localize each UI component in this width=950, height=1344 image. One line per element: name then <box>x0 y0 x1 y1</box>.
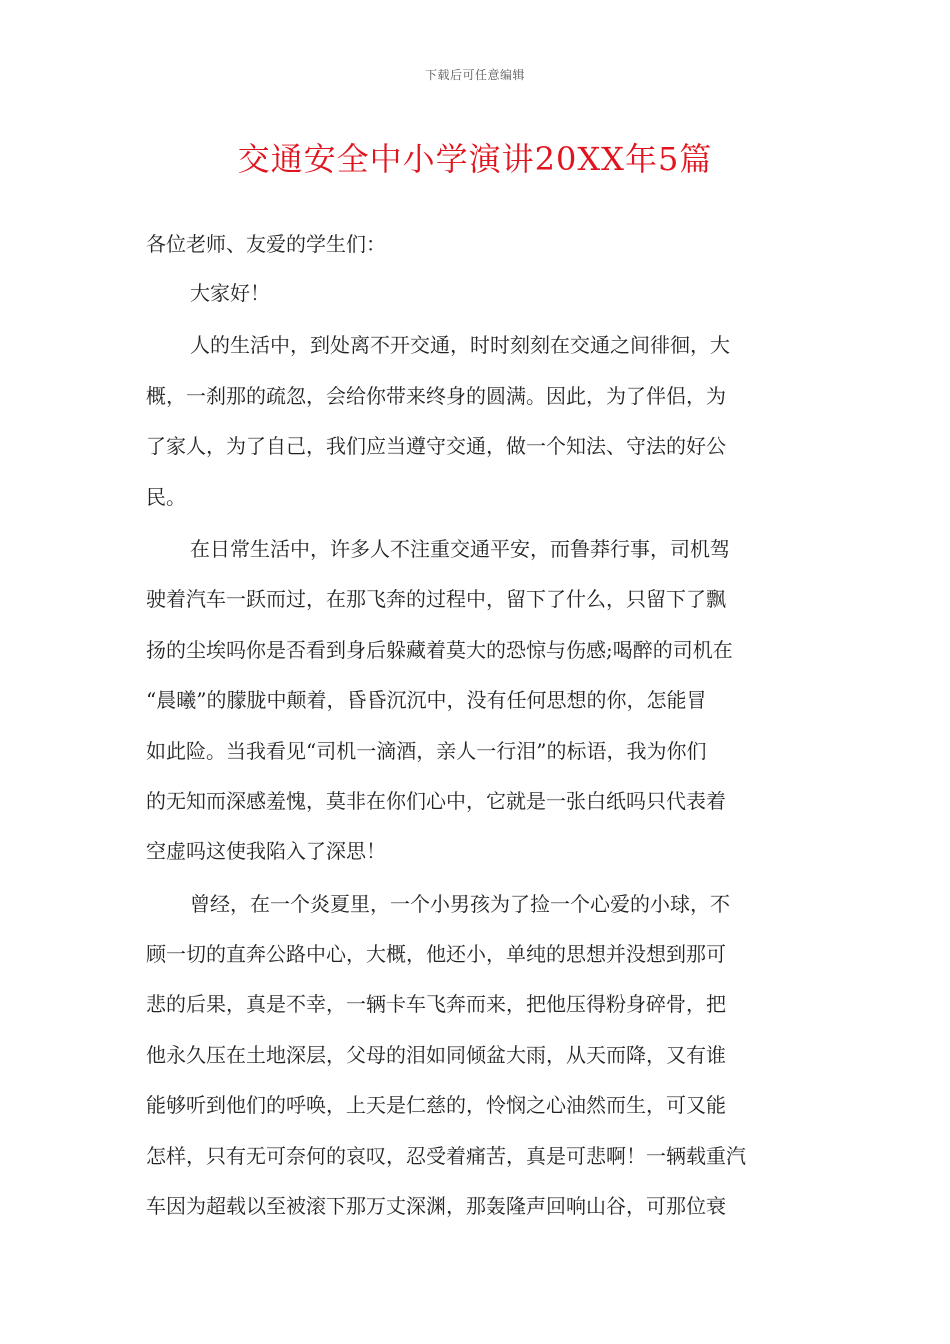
paragraph-line: 曾经，在一个炎夏里，一个小男孩为了捡一个心爱的小球，不 <box>190 891 730 916</box>
paragraph-line: 车因为超载以至被滚下那万丈深渊，那轰隆声回响山谷，可那位衰 <box>146 1194 726 1219</box>
paragraph-line: 顾一切的直奔公路中心，大概，他还小，单纯的思想并没想到那可 <box>146 942 726 967</box>
paragraph-line: 悲的后果，真是不幸，一辆卡车飞奔而来，把他压得粉身碎骨，把 <box>146 992 726 1017</box>
salutation: 各位老师、友爱的学生们： <box>146 232 386 256</box>
paragraph-line: 概，一刹那的疏忽，会给你带来终身的圆满。因此，为了伴侣，为 <box>146 383 726 408</box>
paragraph-line: 民。 <box>146 484 186 509</box>
paragraph-line: 怎样，只有无可奈何的哀叹，忍受着痛苦，真是可悲啊！一辆载重汽 <box>146 1143 746 1168</box>
paragraph-line: 的无知而深感羞愧，莫非在你们心中，它就是一张白纸吗只代表着 <box>146 788 726 813</box>
paragraph-line: 在日常生活中，许多人不注重交通平安，而鲁莽行事，司机驾 <box>190 536 730 561</box>
paragraph-line: 驶着汽车一跃而过，在那飞奔的过程中，留下了什么，只留下了飘 <box>146 587 726 612</box>
paragraph-line: 如此险。当我看见“司机一滴酒，亲人一行泪”的标语，我为你们 <box>146 738 707 763</box>
paragraph-line: 能够听到他们的呼唤，上天是仁慈的，怜悯之心油然而生，可又能 <box>146 1093 726 1118</box>
paragraph-line: 大家好！ <box>190 281 270 305</box>
paragraph-line: 人的生活中，到处离不开交通，时时刻刻在交通之间徘徊，大 <box>190 333 730 358</box>
paragraph-line: 扬的尘埃吗你是否看到身后躲藏着莫大的恐惊与伤感;喝醉的司机在 <box>146 637 733 662</box>
paragraph-story <box>146 888 806 1241</box>
paragraph-line: 他永久压在土地深层，父母的泪如同倾盆大雨，从天而降，又有谁 <box>146 1042 726 1067</box>
document-title: 交通安全中小学演讲20XX年5篇 <box>237 140 713 178</box>
paragraph-daily-life <box>146 533 806 886</box>
paragraph-line: 了家人，为了自己，我们应当遵守交通，做一个知法、守法的好公 <box>146 434 726 459</box>
paragraph-greeting <box>146 277 806 327</box>
paragraph-intro <box>146 329 806 531</box>
paragraph-line: “晨曦”的朦胧中颠着，昏昏沉沉中，没有任何思想的你，怎能冒 <box>146 688 707 713</box>
page-header-note: 下载后可任意编辑 <box>424 68 525 82</box>
document-body <box>146 277 806 1242</box>
paragraph-line: 空虚吗这使我陷入了深思！ <box>146 839 386 864</box>
